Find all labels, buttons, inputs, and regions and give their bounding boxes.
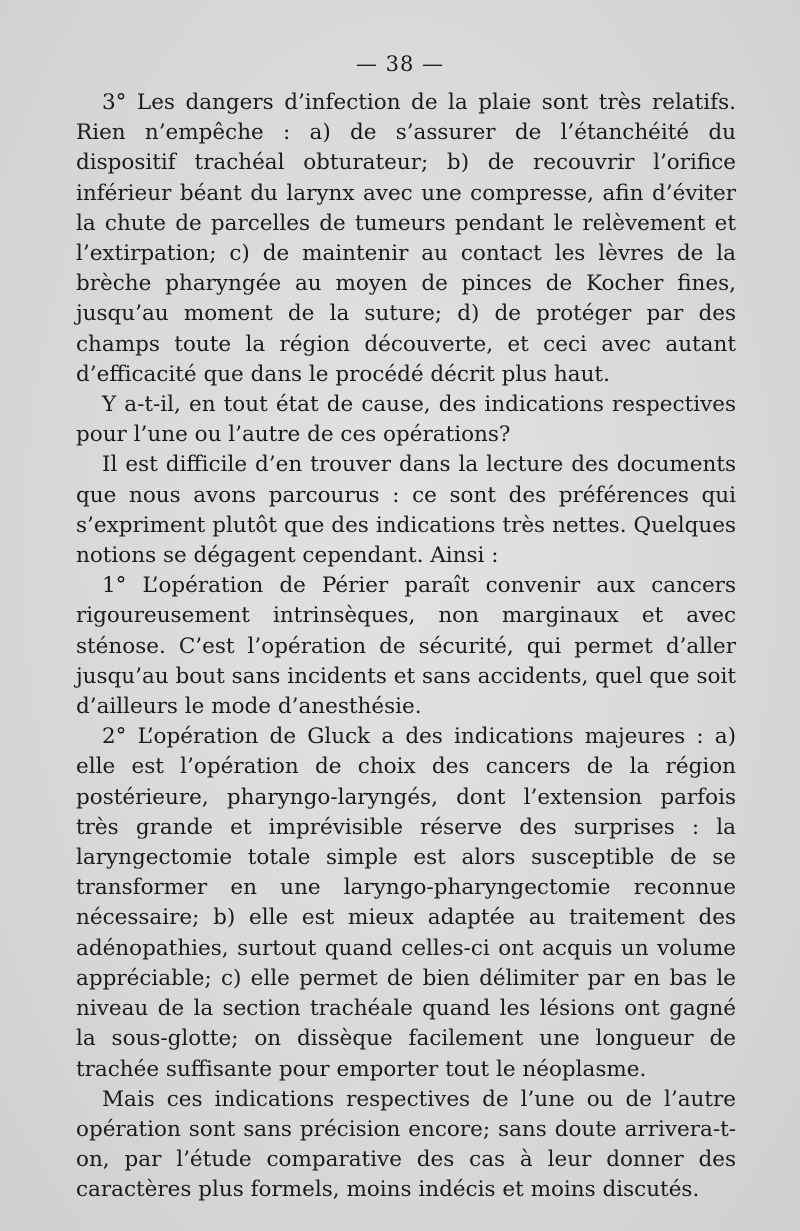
paragraph-question: Y a-t-il, en tout état de cause, des indications respectives pour l’une ou l’autre de ces opérations? bbox=[76, 392, 736, 448]
paragraph-conclusion: Mais ces indications respectives de l’une ou de l’autre opération sont sans précision encore; sans doute arrivera-t-on, par l’étude comparative des cas à leur donner des caractères plus formels, moins indécis et moins discutés. bbox=[76, 1086, 736, 1203]
paragraph-dangers: 3° Les dangers d’infection de la plaie sont très relatifs. Rien n’empêche : a) de s’assurer de l’étanchéité du dispositif trachéal obturateur; b) de recouvrir l’orifice inférieur béant du larynx avec une compresse, afin d’éviter la chute de parcelles de tumeurs pendant le relèvement et l’extirpation; c) de maintenir au contact les lèvres de la brèche pharyngée au moyen de pinces de Kocher fines, jusqu’au moment de la suture; d) de protéger par des champs toute la région découverte, et ceci avec autant d’efficacité que dans le procédé décrit plus haut. bbox=[76, 90, 736, 387]
body-text bbox=[76, 88, 736, 1206]
page-number: — 38 — bbox=[355, 52, 445, 76]
paragraph-difficulty: Il est difficile d’en trouver dans la lecture des documents que nous avons parcourus : ce sont des préférences qui s’expriment plutôt que des indications très nettes. Quelques notions se dégagent cependant. Ainsi : bbox=[76, 452, 736, 569]
paragraph-perier: 1° L’opération de Périer paraît convenir aux cancers rigoureusement intrinsèques, non marginaux et avec sténose. C’est l’opération de sécurité, qui permet d’aller jusqu’au bout sans incidents et sans accidents, quel que soit d’ailleurs le mode d’anesthésie. bbox=[76, 573, 736, 720]
paragraph-gluck: 2° L’opération de Gluck a des indications majeures : a) elle est l’opération de choix des cancers de la région postérieure, pharyngo-laryngés, dont l’extension parfois très grande et imprévisible réserve des surprises : la laryngectomie totale simple est alors susceptible de se transformer en une laryngo-pharyngectomie reconnue nécessaire; b) elle est mieux adaptée au traitement des adénopathies, surtout quand celles-ci ont acquis un volume appréciable; c) elle permet de bien délimiter par en bas le niveau de la section trachéale quand les lésions ont gagné la sous-glotte; on dissèque facilement une longueur de trachée suffisante pour emporter tout le néoplasme. bbox=[76, 724, 736, 1082]
